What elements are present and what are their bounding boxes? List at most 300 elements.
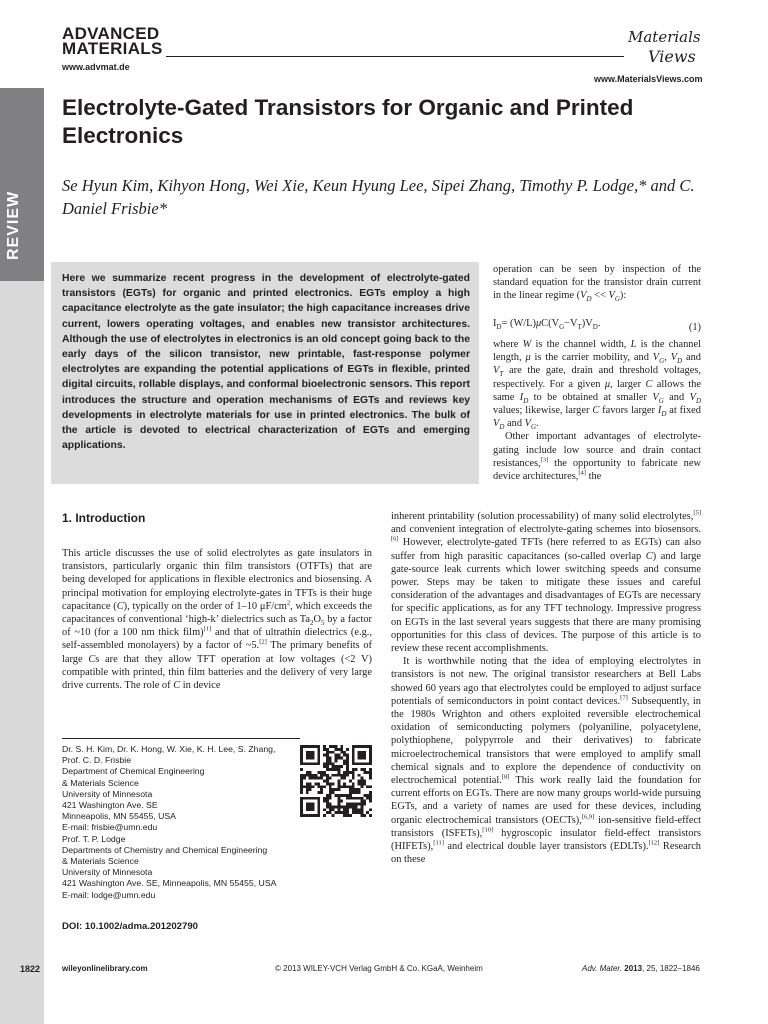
qr-module [303, 785, 306, 788]
qr-module [306, 785, 309, 788]
column-2-mid-text: where W is the channel width, L is the channel length, μ is the carrier mobility, and $V_G$, $V_D$ and $V_T$ are the gate, drain and threshold voltages, respectively. For a given μ, larger C allows the same $I_D$ to be obtained at smaller $V_G$ and $V_D$ values; likewise, larger C favors larger $I_D$ at fixed $V_D$ and $V_G$. Other important advantages of electrolyte-gating include low source and drain contact resistances,[3] the opportunity to fabricate new device architectures,[4] the [493, 339, 702, 483]
qr-module [332, 791, 335, 794]
qr-module [369, 797, 372, 800]
qr-module [300, 780, 303, 783]
qr-module [360, 811, 363, 814]
qr-module [349, 771, 352, 774]
qr-module [335, 768, 338, 771]
qr-module [360, 782, 363, 785]
qr-module [323, 748, 326, 751]
equation-1-body: $I_D= (W/L)\mu C(V_G-V_T)V_D$. [493, 318, 601, 332]
qr-module [355, 791, 358, 794]
affiliation-line: 421 Washington Ave. SE, Minneapolis, MN 55455, USA [62, 878, 277, 889]
qr-module [352, 808, 355, 811]
qr-module [323, 774, 326, 777]
qr-module [346, 757, 349, 760]
qr-module [335, 794, 338, 797]
qr-module [340, 811, 343, 814]
qr-module [346, 797, 349, 800]
qr-module [323, 797, 326, 800]
review-label: REVIEW [5, 190, 22, 260]
qr-module [326, 777, 329, 780]
qr-module [309, 788, 312, 791]
qr-module [358, 774, 361, 777]
qr-module [355, 811, 358, 814]
qr-module [343, 794, 346, 797]
qr-module [320, 785, 323, 788]
qr-module [358, 803, 361, 806]
qr-module [332, 805, 335, 808]
qr-module [314, 782, 317, 785]
column-2-bottom-text: inherent printability (solution processability) of many solid electrolytes,[5] and convenient integration of electrolyte-gating schemes into biosensors.[6] However, electrolyte-gated TFTs (here referred to as EGTs) can also suffer from high parasitic capacitances (so-called overlap C) and large gate-source leak currents which lower switching speeds and consume power. Steps may be taken to mitigate these issues and careful consideration of the advantages and disadvantages of EGTs are necessary for specific applications, as for any TFT technology. Impressive progress on EGTs in the last several years suggests that there are many promising opportunities for this class of devices. The purpose of this article is to review these recent accomplishments. It is worthwhile noting that the idea of employing electrolytes in transistors is not new. The original transistor researchers at Bell Labs showed 60 years ago that electrolytes could be employed to adjust surface potentials of semiconductors in point contact devices.[7] Subsequently, in the 1980s Wrighton and others exploited reversible electrochemical oxidation of semiconducting polymers (polyaniline, polyacetylene, polythiophene, polypyrrole and their derivatives) to fabricate microelectrochemical transistors that were employed to amplify small chemical signals and to explore the dependence of conductivity on electrochemical potential.[8] This work really laid the foundation for current efforts on EGTs. There are now many groups world-wide pursuing EGTs, and a variety of names are used for these devices, including organic electrochemical transistors (OECTs),[6,9] ion-sensitive field-effect transistors (ISFETs),[10] hygroscopic insulator field-effect transistors (HIFETs),[11] and electrical double layer transistors (EDLTs).[12] Research on these [391, 509, 701, 866]
qr-module [346, 748, 349, 751]
affiliation-line: & Materials Science [62, 777, 139, 788]
qr-module [369, 774, 372, 777]
qr-module [312, 777, 315, 780]
qr-module [346, 765, 349, 768]
qr-module [335, 748, 338, 751]
qr-module [363, 803, 366, 806]
qr-module [340, 751, 343, 754]
qr-module [300, 785, 303, 788]
qr-module [363, 800, 366, 803]
affiliation-line: 421 Washington Ave. SE [62, 800, 158, 811]
qr-module [306, 782, 309, 785]
qr-module [323, 814, 326, 817]
qr-module [366, 811, 369, 814]
qr-module [355, 797, 358, 800]
qr-module [349, 805, 352, 808]
qr-module [355, 803, 358, 806]
qr-module [346, 785, 349, 788]
qr-module [360, 800, 363, 803]
qr-module [335, 788, 338, 791]
copyright-notice: © 2013 WILEY-VCH Verlag GmbH & Co. KGaA, Weinheim [275, 964, 483, 973]
qr-module [309, 785, 312, 788]
qr-module [326, 765, 329, 768]
qr-module [320, 774, 323, 777]
qr-module [337, 811, 340, 814]
qr-module [343, 785, 346, 788]
author-list: Se Hyun Kim, Kihyon Hong, Wei Xie, Keun Hyung Lee, Sipei Zhang, Timothy P. Lodge,* and C. Daniel Frisbie* [62, 176, 695, 218]
qr-module [346, 759, 349, 762]
qr-module [323, 780, 326, 783]
qr-module [352, 782, 355, 785]
qr-module [309, 782, 312, 785]
qr-module [369, 800, 372, 803]
qr-module [329, 785, 332, 788]
qr-module [332, 808, 335, 811]
qr-finder-pattern [300, 797, 320, 817]
affiliation-line: Prof. T. P. Lodge [62, 833, 126, 844]
qr-module [363, 782, 366, 785]
qr-module [343, 782, 346, 785]
qr-module [314, 774, 317, 777]
qr-module [329, 803, 332, 806]
qr-module [352, 811, 355, 814]
qr-module [340, 757, 343, 760]
logo-mv-line-2: Views [648, 47, 696, 66]
qr-module [355, 788, 358, 791]
column-2-top-text: operation can be seen by inspection of the standard equation for the transistor drain current in the linear regime $(V_D << V_G)$: [493, 264, 701, 304]
qr-module [326, 797, 329, 800]
qr-module [355, 768, 358, 771]
abstract-text: Here we summarize recent progress in the development of electrolyte-gated transistors (EGTs) for organic and printed electronics. EGTs employ a high capacitance electrolyte as the gate insulator; the high capacitance increases drive current, lowers operating voltages, and enables new transistor architectures. Although the use of electrolytes in electronics is an old concept going back to the early days of the silicon transistor, new printable, fast-response polymer electrolytes are expanding the potential applications of EGTs in flexible, printed digital circuits, rollable displays, and conformal bioelectronic sensors. This report introduces the structure and operation mechanisms of EGTs and reviews key developments in electrolyte materials for use in printed electronics. The bulk of the article is devoted to electrical characterization of EGTs and emerging applications. [62, 273, 470, 452]
qr-module [340, 805, 343, 808]
qr-module [335, 774, 338, 777]
qr-module [317, 791, 320, 794]
qr-module [317, 771, 320, 774]
qr-module [346, 808, 349, 811]
side-strip [0, 281, 44, 1024]
qr-module [349, 780, 352, 783]
affiliations [62, 744, 302, 901]
qr-module [332, 762, 335, 765]
journal-name: Adv. Mater. [582, 964, 623, 973]
qr-module [300, 777, 303, 780]
qr-module [309, 771, 312, 774]
qr-module [326, 800, 329, 803]
qr-module [335, 811, 338, 814]
qr-module [343, 754, 346, 757]
doi[interactable]: DOI: 10.1002/adma.201202790 [62, 921, 199, 932]
qr-module [335, 765, 338, 768]
qr-finder-pattern [300, 745, 320, 765]
qr-module [369, 777, 372, 780]
qr-module [326, 757, 329, 760]
advanced-materials-logo [62, 26, 166, 56]
qr-module [358, 791, 361, 794]
qr-module [340, 745, 343, 748]
qr-module [309, 777, 312, 780]
qr-module [337, 782, 340, 785]
qr-module [300, 788, 303, 791]
qr-module [320, 771, 323, 774]
qr-module [335, 805, 338, 808]
qr-module [335, 757, 338, 760]
qr-module [358, 797, 361, 800]
affiliation-line: E-mail: frisbie@umn.edu [62, 822, 158, 833]
qr-module [329, 808, 332, 811]
qr-module [323, 800, 326, 803]
qr-module [343, 805, 346, 808]
qr-module [312, 774, 315, 777]
affiliation-line: Departments of Chemistry and Chemical Engineering [62, 844, 268, 855]
qr-module [326, 811, 329, 814]
qr-module [340, 785, 343, 788]
materialsviews-url[interactable]: www.MaterialsViews.com [594, 74, 703, 84]
qr-module [326, 759, 329, 762]
qr-module [326, 805, 329, 808]
qr-module [337, 788, 340, 791]
qr-module [352, 774, 355, 777]
qr-module [332, 765, 335, 768]
qr-module [329, 811, 332, 814]
qr-module [317, 777, 320, 780]
qr-module [360, 805, 363, 808]
equation-1 [493, 318, 701, 333]
qr-module [329, 757, 332, 760]
qr-module [337, 768, 340, 771]
logo-mv-line-1: Materials [628, 28, 701, 46]
qr-module [346, 814, 349, 817]
qr-module [349, 785, 352, 788]
qr-module [326, 754, 329, 757]
qr-module [358, 780, 361, 783]
qr-module [337, 800, 340, 803]
qr-module [358, 811, 361, 814]
qr-module [363, 780, 366, 783]
qr-module [329, 788, 332, 791]
qr-module [300, 768, 303, 771]
qr-module [326, 748, 329, 751]
qr-module [306, 771, 309, 774]
qr-module [337, 794, 340, 797]
qr-module [352, 768, 355, 771]
qr-module [355, 808, 358, 811]
qr-module [352, 803, 355, 806]
affiliation-line: E-mail: lodge@umn.edu [62, 889, 156, 900]
qr-module [346, 794, 349, 797]
article-title: Electrolyte-Gated Transistors for Organic and Printed Electronics [62, 95, 634, 148]
qr-module [352, 797, 355, 800]
logo-line-1: ADVANCED [62, 24, 160, 43]
qr-module [337, 765, 340, 768]
qr-module [323, 754, 326, 757]
qr-module [337, 785, 340, 788]
qr-module [358, 808, 361, 811]
equation-1-number: (1) [688, 322, 701, 333]
qr-module [346, 774, 349, 777]
qr-module [343, 762, 346, 765]
qr-module [335, 754, 338, 757]
qr-module [337, 803, 340, 806]
qr-module [332, 782, 335, 785]
qr-module [346, 805, 349, 808]
column-1-text: This article discusses the use of solid electrolytes as gate insulators in transistors, particularly organic thin film transistors (OTFTs) that are being developed for applications in flexible electronics and biosensing. A principal motivation for employing electrolyte-gates in TFTs is their huge capacitance (C), typically on the order of 1–10 $\mu F/cm^2$, which exceeds the capacitances of conventional ‘high-k’ dielectrics such as $Ta_2O_5$ by a factor of ~10 (for a 100 nm thick film)[1] and that of ultrathin dielectrics (e.g., self-assembled monolayers) by a factor of ~5.[2] The primary benefits of large Cs are that they allow TFT operation at low voltages (<2 V) compatible with printed, thin film batteries and the delivery of very large drive currents. The role of C in device [62, 548, 372, 692]
qr-module [352, 791, 355, 794]
qr-module [337, 771, 340, 774]
qr-module [323, 765, 326, 768]
qr-module [300, 774, 303, 777]
qr-module [363, 814, 366, 817]
qr-module [326, 782, 329, 785]
qr-module [303, 774, 306, 777]
qr-module [363, 768, 366, 771]
qr-module [326, 774, 329, 777]
qr-module [360, 808, 363, 811]
journal-url[interactable]: www.advmat.de [62, 62, 130, 72]
qr-module [343, 759, 346, 762]
qr-module [332, 788, 335, 791]
qr-module [352, 771, 355, 774]
affiliation-line: Minneapolis, MN 55455, USA [62, 811, 176, 822]
qr-module [326, 794, 329, 797]
citation-year: 2013 [624, 964, 643, 973]
qr-module [349, 791, 352, 794]
qr-module [349, 794, 352, 797]
qr-module [329, 745, 332, 748]
qr-module [343, 777, 346, 780]
qr-module [326, 780, 329, 783]
qr-module [349, 803, 352, 806]
qr-module [337, 797, 340, 800]
qr-module [335, 745, 338, 748]
qr-module [360, 785, 363, 788]
qr-module [337, 805, 340, 808]
qr-module [323, 785, 326, 788]
wiley-online-library-link[interactable]: wileyonlinelibrary.com [62, 964, 148, 973]
qr-module [369, 794, 372, 797]
qr-module [349, 797, 352, 800]
qr-module [337, 748, 340, 751]
qr-module [352, 805, 355, 808]
qr-module [343, 814, 346, 817]
qr-module [360, 777, 363, 780]
qr-module [323, 745, 326, 748]
qr-module [366, 797, 369, 800]
qr-module [337, 754, 340, 757]
qr-module [300, 791, 303, 794]
affiliation-line: Dr. S. H. Kim, Dr. K. Hong, W. Xie, K. H. Lee, S. Zhang, [62, 744, 276, 754]
qr-module [369, 785, 372, 788]
qr-module [320, 791, 323, 794]
qr-module [369, 808, 372, 811]
qr-module [340, 777, 343, 780]
qr-module [360, 797, 363, 800]
qr-module [329, 759, 332, 762]
qr-module [366, 771, 369, 774]
qr-module [360, 814, 363, 817]
qr-module [346, 811, 349, 814]
qr-module [363, 794, 366, 797]
qr-module [303, 777, 306, 780]
qr-module [329, 782, 332, 785]
qr-module [340, 774, 343, 777]
qr-module [346, 762, 349, 765]
qr-module [329, 794, 332, 797]
qr-module [326, 762, 329, 765]
qr-module [360, 803, 363, 806]
qr-module [326, 803, 329, 806]
qr-module [369, 768, 372, 771]
qr-module [337, 780, 340, 783]
qr-module [337, 757, 340, 760]
review-side-tab [0, 88, 44, 281]
qr-module [306, 788, 309, 791]
qr-module [349, 788, 352, 791]
qr-module [343, 811, 346, 814]
qr-module [329, 805, 332, 808]
qr-module [352, 785, 355, 788]
qr-finder-pattern [352, 745, 372, 765]
qr-module [349, 814, 352, 817]
qr-module [332, 774, 335, 777]
qr-module [340, 794, 343, 797]
qr-module [332, 751, 335, 754]
qr-code[interactable] [300, 745, 372, 817]
affiliation-line: University of Minnesota [62, 788, 153, 799]
qr-module [358, 782, 361, 785]
qr-module [346, 803, 349, 806]
journal-citation [582, 964, 700, 973]
section-heading-introduction: 1. Introduction [62, 511, 146, 525]
qr-module [326, 768, 329, 771]
affiliation-line: & Materials Science [62, 856, 139, 867]
qr-module [337, 808, 340, 811]
qr-module [332, 814, 335, 817]
qr-module [317, 782, 320, 785]
qr-module [329, 797, 332, 800]
citation-volume-pages: , 25, 1822–1846 [642, 964, 700, 973]
affiliation-line: Prof. C. D. Frisbie [62, 755, 132, 766]
qr-module [309, 774, 312, 777]
qr-module [335, 759, 338, 762]
qr-module [343, 751, 346, 754]
qr-module [366, 785, 369, 788]
qr-module [337, 774, 340, 777]
qr-module [320, 777, 323, 780]
qr-module [346, 771, 349, 774]
affiliation-line: Department of Chemical Engineering [62, 766, 205, 777]
materials-views-logo [626, 24, 706, 68]
qr-module [340, 800, 343, 803]
qr-module [326, 751, 329, 754]
qr-module [329, 751, 332, 754]
qr-module [360, 780, 363, 783]
qr-module [329, 768, 332, 771]
qr-module [369, 771, 372, 774]
page-number: 1822 [20, 964, 41, 974]
qr-module [343, 808, 346, 811]
qr-module [317, 785, 320, 788]
qr-module [360, 768, 363, 771]
qr-module [306, 791, 309, 794]
qr-module [306, 774, 309, 777]
qr-module [346, 768, 349, 771]
qr-module [352, 777, 355, 780]
qr-module [323, 762, 326, 765]
qr-module [358, 788, 361, 791]
qr-module [329, 791, 332, 794]
qr-module [340, 765, 343, 768]
affiliation-line: University of Minnesota [62, 867, 153, 878]
qr-module [369, 791, 372, 794]
qr-module [300, 782, 303, 785]
qr-module [343, 774, 346, 777]
qr-module [332, 768, 335, 771]
qr-module [320, 788, 323, 791]
qr-module [312, 785, 315, 788]
header-rule [166, 56, 624, 57]
qr-module [323, 771, 326, 774]
qr-module [329, 777, 332, 780]
qr-module [363, 771, 366, 774]
qr-module [343, 771, 346, 774]
qr-module [329, 762, 332, 765]
qr-module [366, 794, 369, 797]
qr-module [332, 745, 335, 748]
qr-module [323, 808, 326, 811]
qr-module [355, 805, 358, 808]
qr-module [369, 814, 372, 817]
qr-module [346, 754, 349, 757]
qr-module [352, 788, 355, 791]
affiliation-rule [62, 738, 300, 739]
qr-module [314, 777, 317, 780]
logo-line-2: MATERIALS [62, 39, 163, 58]
qr-module [340, 748, 343, 751]
